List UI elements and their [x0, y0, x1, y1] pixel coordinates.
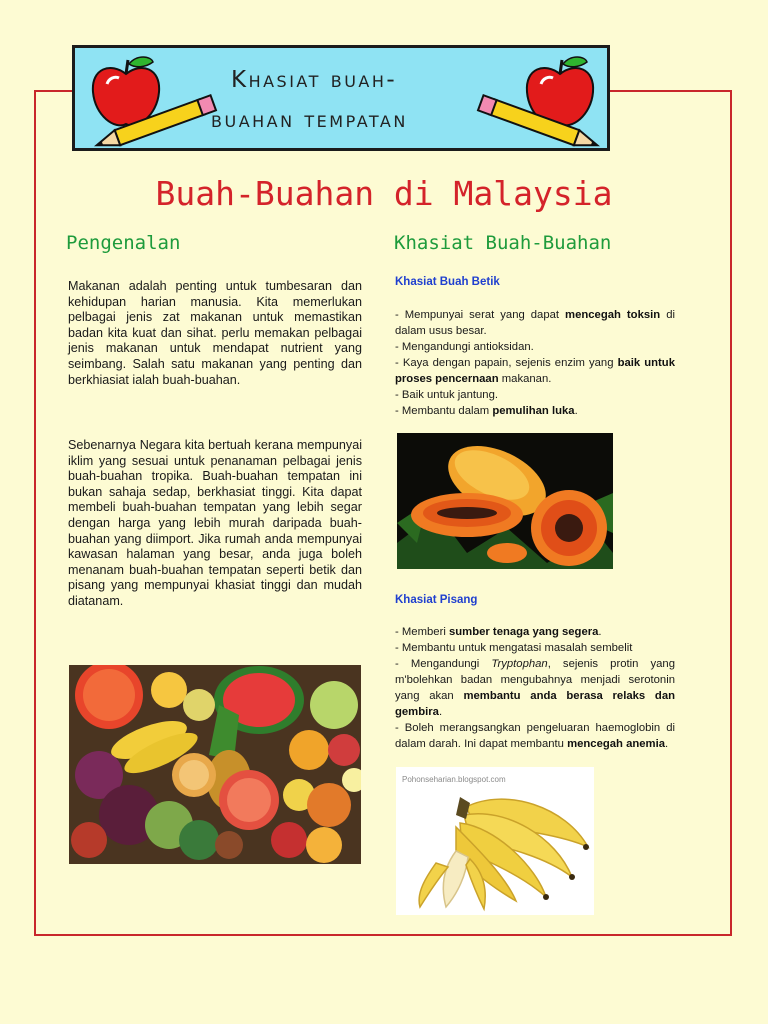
papaya-benefits	[395, 307, 675, 419]
banana-benefit-3: - Mengandungi Tryptophan, sejenis protin yang m'bolehkan badan mengubahnya menjadi serotonin yang akan membantu anda berasa relaks dan gembira.	[395, 658, 676, 718]
banana-benefits	[395, 624, 675, 752]
pencil-icon	[469, 94, 609, 154]
banner-line-1: Khasiat buah-	[231, 67, 398, 93]
papaya-benefit-4: - Baik untuk jantung.	[395, 389, 498, 401]
image-watermark: Pohonseharian.blogspot.com	[402, 775, 506, 784]
banana-benefit-1: - Memberi sumber tenaga yang segera.	[395, 626, 602, 638]
banana-benefit-4: - Boleh merangsangkan pengeluaran haemoglobin di dalam darah. Ini dapat membantu mencegah anemia.	[395, 722, 675, 750]
page-title: Buah-Buahan di Malaysia	[155, 174, 613, 213]
intro-heading: Pengenalan	[66, 232, 181, 254]
intro-paragraph-1: Makanan adalah penting untuk tumbesaran dan kehidupan harian manusia. Kita memerlukan pelbagai jenis zat makanan untuk memastikan badan kita kuat dan sihat. perlu memakan pelbagai jenis makanan untuk mendapat nutrient yang seimbang. Salah satu makanan yang penting dan berkhiasiat ialah buah-buahan.	[68, 279, 362, 387]
banner-title	[211, 60, 408, 140]
header-banner	[72, 45, 610, 151]
papaya-image	[397, 433, 613, 569]
banana-image	[396, 767, 594, 915]
pencil-icon	[85, 94, 225, 154]
papaya-subheading: Khasiat Buah Betik	[395, 276, 500, 288]
papaya-benefit-5: - Membantu dalam pemulihan luka.	[395, 405, 578, 417]
papaya-benefit-3: - Kaya dengan papain, sejenis enzim yang baik untuk proses pencernaan makanan.	[395, 357, 675, 385]
banana-benefit-2: - Membantu untuk mengatasi masalah sembelit	[395, 642, 633, 654]
papaya-benefit-1: - Mempunyai serat yang dapat mencegah toksin di dalam usus besar.	[395, 309, 675, 337]
fruit-collage-image	[69, 665, 361, 864]
banana-subheading: Khasiat Pisang	[395, 594, 478, 606]
benefits-heading: Khasiat Buah-Buahan	[394, 232, 612, 254]
papaya-benefit-2: - Mengandungi antioksidan.	[395, 341, 534, 353]
banner-line-2: buahan tempatan	[211, 107, 408, 133]
intro-paragraph-2: Sebenarnya Negara kita bertuah kerana mempunyai iklim yang sesuai untuk penanaman pelbagai jenis buah-buahan tropika. Buah-buahan tempatan ini bukan sahaja sedap, berkhasiat tinggi. Kita dapat membeli buah-buahan tempatan yang lebih segar dengan harga yang lebih murah daripada buah-buahan yang diimport. Jika rumah anda mempunyai kawasan halaman yang besar, anda juga boleh menanam buah-buahan tempatan seperti betik dan pisang yang mempunyai khasiat tinggi dan mudah diatanam.	[68, 438, 362, 608]
